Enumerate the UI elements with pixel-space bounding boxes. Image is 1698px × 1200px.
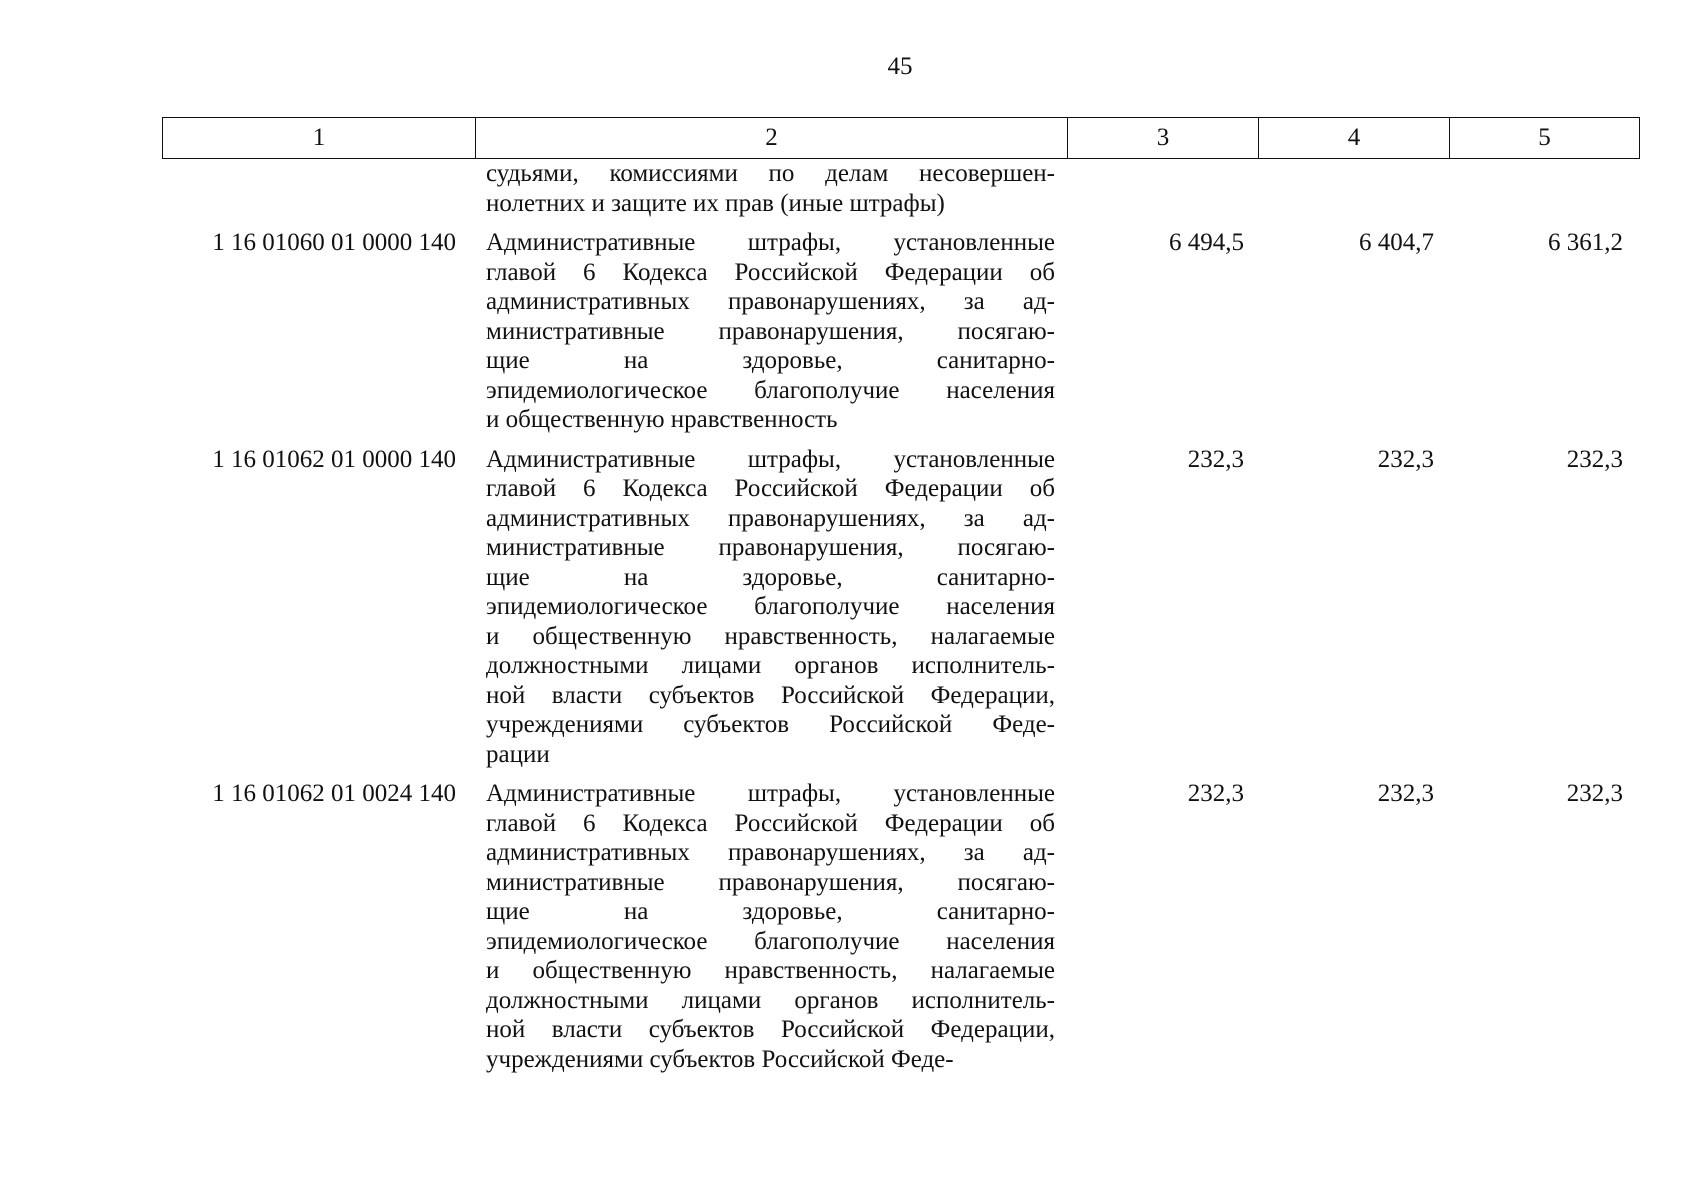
cell-name [474,779,1065,1074]
description-line: и общественную нравственность [486,406,838,433]
description-line: административных правонарушениях, за ад- [486,839,1055,866]
cell-col-3: 232,3 [1187,780,1244,807]
cell-name [474,159,1065,218]
continuation-row [162,159,1634,218]
description-line: главой 6 Кодекса Российской Федерации об [486,475,1055,502]
cell-col-3 [1065,159,1255,218]
header-col-1: 1 [163,118,476,159]
cell-col-5: 232,3 [1566,445,1623,473]
description-line: должностными лицами органов исполнитель- [486,652,1055,679]
cell-col-5 [1445,159,1634,218]
description-line: Административные штрафы, установленные [486,780,1055,807]
description-line: рации [486,740,550,768]
description-line: Административные штрафы, установленные [486,445,1055,473]
header-col-4: 4 [1259,118,1450,159]
description-line: эпидемиологическое благополучие населения [486,376,1055,404]
description-line: ной власти субъектов Российской Федерации, [486,1016,1055,1043]
description-line: главой 6 Кодекса Российской Федерации об [486,258,1055,286]
table-header [162,117,1640,159]
description-line: административных правонарушениях, за ад- [486,504,1055,532]
page-number: 45 [887,53,913,80]
description-line: эпидемиологическое благополучие населения [486,927,1055,955]
header-col-2: 2 [476,118,1068,159]
cell-col-5: 232,3 [1566,780,1623,807]
cell-code: 1 16 01060 01 0000 140 [212,229,456,256]
description-line: административных правонарушениях, за ад- [486,288,1055,315]
table-row [162,779,1634,1074]
description-line: министративные правонарушения, посягаю- [486,534,1055,561]
cell-name [474,228,1065,435]
description-line: и общественную нравственность, налагаемые [486,957,1055,984]
cell-col-4 [1255,159,1445,218]
description-line: учреждениями субъектов Российской Феде- [486,711,1055,738]
description-line: Административные штрафы, установленные [486,229,1055,256]
cell-col-3: 232,3 [1187,445,1244,473]
cell-code [162,159,474,218]
header-col-5: 5 [1450,118,1640,159]
description-line: министративные правонарушения, посягаю- [486,868,1055,896]
description-line: и общественную нравственность, налагаемые [486,622,1055,650]
cell-col-4: 6 404,7 [1359,229,1434,256]
description-line: ной власти субъектов Российской Федерации, [486,681,1055,709]
table-row [162,228,1634,435]
description-line: должностными лицами органов исполнитель- [486,986,1055,1014]
description-line: нолетних и защите их прав (иные штрафы) [486,189,945,217]
description-line: щие на здоровье, санитарно- [486,347,1055,374]
cell-col-3: 6 494,5 [1169,229,1244,256]
description-line: учреждениями субъектов Российской Феде- [486,1045,954,1073]
cell-col-4: 232,3 [1377,445,1434,473]
description-line: эпидемиологическое благополучие населения [486,593,1055,620]
description-line: щие на здоровье, санитарно- [486,898,1055,925]
table-body [162,159,1634,1084]
cell-code: 1 16 01062 01 0024 140 [212,780,456,807]
cell-code: 1 16 01062 01 0000 140 [212,445,456,473]
cell-col-4: 232,3 [1377,780,1434,807]
header-col-3: 3 [1068,118,1259,159]
cell-col-5: 6 361,2 [1548,229,1623,256]
description-line: судьями, комиссиями по делам несовершен- [486,160,1055,187]
header-row [163,118,1640,159]
description-line: главой 6 Кодекса Российской Федерации об [486,809,1055,837]
description-line: министративные правонарушения, посягаю- [486,317,1055,345]
table-row [162,445,1634,770]
cell-name [474,445,1065,770]
description-line: щие на здоровье, санитарно- [486,563,1055,591]
